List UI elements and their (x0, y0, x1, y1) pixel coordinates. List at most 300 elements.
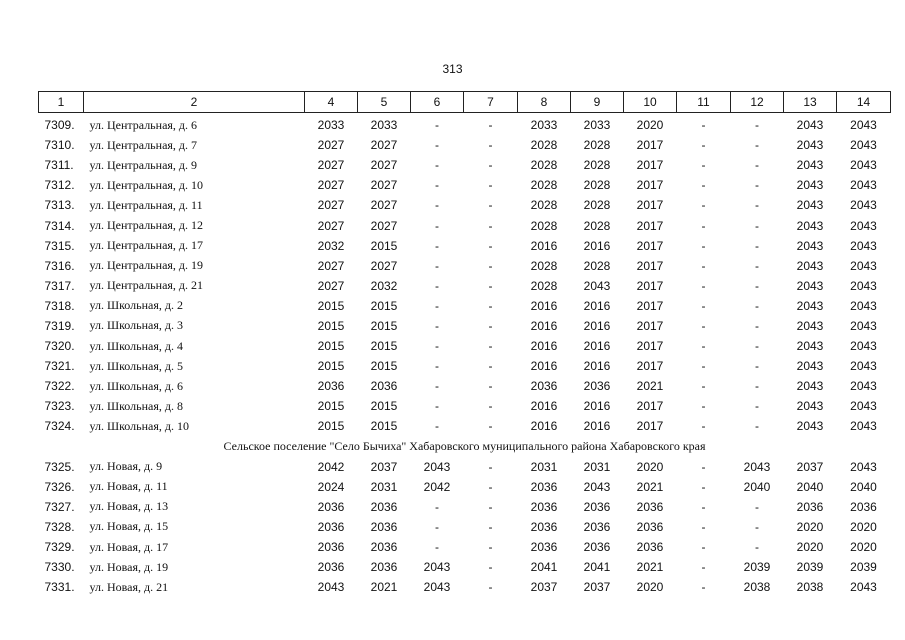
table-row (39, 416, 891, 436)
row-number: 7326. (44, 479, 75, 494)
value-cell: 2040 (743, 479, 771, 494)
value-cell: 2017 (636, 339, 664, 354)
value-cell: - (488, 318, 493, 333)
address-cell: ул. Новая, д. 11 (89, 479, 168, 494)
column-header: 12 (731, 92, 784, 113)
value-cell: 2027 (317, 218, 345, 233)
row-number: 7328. (44, 519, 75, 534)
value-cell: 2027 (317, 258, 345, 273)
value-cell: 2043 (850, 278, 877, 293)
value-cell: 2015 (370, 238, 398, 253)
value-cell: - (488, 178, 493, 193)
address-cell: ул. Центральная, д. 19 (89, 258, 204, 273)
value-cell: - (435, 258, 439, 273)
value-cell: - (755, 198, 759, 213)
value-cell: 2036 (317, 379, 345, 394)
value-cell: 2015 (370, 359, 398, 374)
value-cell: 2036 (636, 499, 664, 514)
value-cell: 2040 (796, 479, 824, 494)
value-cell: 2016 (530, 419, 558, 434)
table-row (39, 376, 891, 396)
value-cell: - (755, 419, 759, 434)
value-cell: - (435, 339, 439, 354)
address-cell: ул. Центральная, д. 10 (89, 177, 204, 192)
value-cell: 2032 (317, 238, 345, 253)
value-cell: - (701, 560, 706, 575)
value-cell: 2036 (317, 519, 345, 534)
value-cell: 2043 (850, 399, 877, 414)
value-cell: 2042 (423, 479, 451, 494)
value-cell: 2021 (636, 379, 664, 394)
value-cell: 2017 (636, 238, 664, 253)
row-number: 7313. (44, 198, 75, 213)
value-cell: - (701, 298, 706, 313)
row-number: 7314. (44, 218, 75, 233)
row-number: 7311. (44, 158, 74, 173)
value-cell: - (755, 519, 759, 534)
address-cell: ул. Новая, д. 9 (89, 459, 163, 474)
value-cell: 2017 (636, 278, 664, 293)
value-cell: 2016 (583, 298, 611, 313)
value-cell: 2021 (370, 580, 398, 595)
value-cell: 2020 (796, 540, 824, 555)
value-cell: - (488, 379, 493, 394)
value-cell: - (488, 419, 493, 434)
value-cell: 2028 (530, 178, 558, 193)
value-cell: 2043 (850, 158, 877, 173)
address-cell: ул. Школьная, д. 10 (89, 418, 189, 433)
row-number: 7312. (44, 178, 75, 193)
column-header: 8 (518, 92, 571, 113)
address-cell: ул. Центральная, д. 11 (89, 197, 203, 212)
column-header: 13 (784, 92, 837, 113)
table-row (39, 175, 891, 195)
row-number: 7315. (44, 238, 75, 253)
section-title: Сельское поселение "Село Бычиха" Хабаровского муниципального района Хабаровского края (223, 439, 706, 454)
data-table (38, 91, 891, 597)
column-header: 7 (464, 92, 518, 113)
value-cell: 2043 (796, 419, 824, 434)
value-cell: - (755, 178, 759, 193)
value-cell: 2027 (370, 198, 398, 213)
value-cell: - (755, 339, 759, 354)
value-cell: 2037 (370, 459, 398, 474)
value-cell: 2039 (743, 560, 771, 575)
value-cell: - (755, 158, 759, 173)
value-cell: 2027 (317, 198, 345, 213)
value-cell: 2016 (530, 298, 558, 313)
value-cell: - (488, 158, 493, 173)
value-cell: 2041 (583, 560, 611, 575)
value-cell: 2036 (370, 499, 398, 514)
value-cell: 2024 (317, 479, 345, 494)
value-cell: - (701, 178, 706, 193)
value-cell: - (435, 318, 439, 333)
value-cell: 2027 (317, 178, 345, 193)
value-cell: 2031 (583, 459, 611, 474)
row-number: 7317. (44, 278, 75, 293)
value-cell: - (435, 298, 439, 313)
value-cell: 2028 (583, 258, 611, 273)
value-cell: - (488, 339, 493, 354)
value-cell: - (701, 218, 706, 233)
value-cell: 2016 (530, 359, 558, 374)
value-cell: 2020 (850, 519, 877, 534)
value-cell: 2036 (636, 519, 664, 534)
address-cell: ул. Новая, д. 13 (89, 499, 169, 514)
table-row (39, 356, 891, 376)
value-cell: 2037 (530, 580, 558, 595)
value-cell: 2028 (530, 278, 558, 293)
value-cell: - (435, 118, 439, 133)
row-number: 7316. (44, 258, 75, 273)
row-number: 7323. (44, 399, 75, 414)
value-cell: - (488, 580, 493, 595)
table-row (39, 497, 891, 517)
value-cell: 2027 (370, 158, 398, 173)
value-cell: - (701, 198, 706, 213)
value-cell: - (435, 158, 439, 173)
value-cell: 2043 (743, 459, 771, 474)
address-cell: ул. Школьная, д. 6 (89, 378, 183, 393)
value-cell: 2033 (583, 118, 611, 133)
value-cell: 2043 (796, 318, 824, 333)
column-header: 5 (358, 92, 411, 113)
value-cell: 2017 (636, 138, 664, 153)
value-cell: 2043 (796, 359, 824, 374)
value-cell: 2028 (583, 178, 611, 193)
column-header: 2 (84, 92, 305, 113)
value-cell: - (701, 158, 706, 173)
value-cell: 2016 (583, 419, 611, 434)
value-cell: - (701, 519, 706, 534)
value-cell: 2036 (370, 379, 398, 394)
value-cell: 2043 (423, 580, 451, 595)
value-cell: - (701, 258, 706, 273)
value-cell: 2039 (850, 560, 877, 575)
value-cell: 2043 (796, 258, 824, 273)
value-cell: 2036 (850, 499, 877, 514)
value-cell: 2017 (636, 178, 664, 193)
value-cell: - (755, 138, 759, 153)
value-cell: 2043 (796, 278, 824, 293)
value-cell: 2028 (530, 258, 558, 273)
value-cell: 2028 (530, 158, 558, 173)
table-row (39, 477, 891, 497)
value-cell: 2043 (850, 459, 877, 474)
value-cell: 2015 (317, 399, 345, 414)
value-cell: 2027 (317, 278, 345, 293)
value-cell: - (488, 298, 493, 313)
value-cell: 2043 (850, 339, 877, 354)
value-cell: - (755, 540, 759, 555)
row-number: 7309. (44, 118, 75, 133)
table-row (39, 135, 891, 155)
value-cell: 2028 (530, 218, 558, 233)
value-cell: - (488, 479, 493, 494)
row-number: 7331. (44, 580, 75, 595)
value-cell: - (435, 278, 439, 293)
column-header: 11 (677, 92, 731, 113)
value-cell: - (755, 318, 759, 333)
value-cell: - (488, 238, 493, 253)
value-cell: - (755, 238, 759, 253)
value-cell: 2017 (636, 258, 664, 273)
value-cell: - (755, 499, 759, 514)
value-cell: 2016 (530, 318, 558, 333)
value-cell: - (488, 258, 493, 273)
row-number: 7318. (44, 298, 75, 313)
table-row (39, 113, 891, 136)
value-cell: 2027 (317, 138, 345, 153)
row-number: 7320. (44, 339, 75, 354)
value-cell: 2036 (636, 540, 664, 555)
value-cell: 2036 (370, 519, 398, 534)
value-cell: 2016 (530, 238, 558, 253)
value-cell: 2016 (530, 399, 558, 414)
table-row (39, 256, 891, 276)
value-cell: 2032 (370, 278, 398, 293)
value-cell: 2020 (850, 540, 877, 555)
value-cell: - (435, 238, 439, 253)
value-cell: 2043 (850, 298, 877, 313)
value-cell: 2043 (796, 158, 824, 173)
value-cell: - (701, 580, 706, 595)
value-cell: 2043 (850, 580, 877, 595)
value-cell: 2027 (317, 158, 345, 173)
value-cell: 2028 (583, 138, 611, 153)
value-cell: 2043 (850, 419, 877, 434)
value-cell: 2016 (530, 339, 558, 354)
value-cell: 2027 (370, 258, 398, 273)
value-cell: 2043 (796, 399, 824, 414)
value-cell: 2015 (317, 359, 345, 374)
value-cell: 2043 (850, 138, 877, 153)
value-cell: 2043 (850, 198, 877, 213)
address-cell: ул. Новая, д. 17 (89, 539, 169, 554)
value-cell: - (701, 238, 706, 253)
value-cell: 2036 (530, 499, 558, 514)
address-cell: ул. Центральная, д. 6 (89, 117, 198, 132)
row-number: 7322. (44, 379, 75, 394)
value-cell: - (488, 138, 493, 153)
value-cell: 2037 (796, 459, 824, 474)
value-cell: - (435, 178, 439, 193)
value-cell: - (701, 359, 706, 374)
value-cell: 2036 (530, 479, 558, 494)
value-cell: - (488, 359, 493, 374)
value-cell: 2017 (636, 399, 664, 414)
value-cell: 2015 (317, 298, 345, 313)
value-cell: - (701, 138, 706, 153)
value-cell: - (435, 540, 439, 555)
address-cell: ул. Новая, д. 19 (89, 559, 169, 574)
table-row (39, 457, 891, 477)
value-cell: - (488, 218, 493, 233)
value-cell: 2043 (796, 238, 824, 253)
value-cell: - (435, 379, 439, 394)
table-row (39, 215, 891, 235)
value-cell: - (435, 198, 439, 213)
value-cell: - (755, 218, 759, 233)
table-row (39, 195, 891, 215)
value-cell: 2038 (796, 580, 824, 595)
value-cell: 2017 (636, 158, 664, 173)
value-cell: 2043 (796, 138, 824, 153)
value-cell: 2015 (370, 339, 398, 354)
value-cell: - (488, 399, 493, 414)
value-cell: - (755, 118, 759, 133)
row-number: 7327. (44, 499, 75, 514)
value-cell: - (701, 540, 706, 555)
value-cell: 2020 (636, 118, 664, 133)
value-cell: 2038 (743, 580, 771, 595)
value-cell: - (701, 318, 706, 333)
value-cell: 2043 (850, 318, 877, 333)
value-cell: - (755, 399, 759, 414)
address-cell: ул. Школьная, д. 3 (89, 318, 183, 333)
value-cell: 2043 (796, 118, 824, 133)
column-header: 9 (571, 92, 624, 113)
table-body (39, 113, 891, 598)
value-cell: - (755, 258, 759, 273)
value-cell: 2015 (317, 339, 345, 354)
value-cell: 2021 (636, 479, 664, 494)
value-cell: 2028 (583, 218, 611, 233)
value-cell: 2043 (850, 218, 877, 233)
value-cell: 2017 (636, 298, 664, 313)
address-cell: ул. Школьная, д. 8 (89, 398, 183, 413)
value-cell: - (701, 459, 706, 474)
value-cell: 2036 (583, 540, 611, 555)
row-number: 7310. (44, 138, 75, 153)
value-cell: - (755, 379, 759, 394)
value-cell: - (435, 218, 439, 233)
value-cell: - (435, 138, 439, 153)
column-header: 4 (305, 92, 358, 113)
value-cell: - (435, 519, 439, 534)
header-row (39, 92, 891, 113)
value-cell: 2036 (583, 379, 611, 394)
address-cell: ул. Центральная, д. 9 (89, 157, 198, 172)
value-cell: - (488, 499, 493, 514)
table-row (39, 276, 891, 296)
value-cell: 2027 (370, 178, 398, 193)
address-cell: ул. Центральная, д. 7 (89, 137, 198, 152)
address-cell: ул. Новая, д. 21 (89, 579, 169, 594)
value-cell: - (701, 419, 706, 434)
address-cell: ул. Центральная, д. 17 (89, 238, 204, 253)
value-cell: 2015 (370, 399, 398, 414)
value-cell: - (488, 540, 493, 555)
address-cell: ул. Школьная, д. 2 (89, 298, 183, 313)
value-cell: 2043 (423, 459, 451, 474)
value-cell: 2017 (636, 218, 664, 233)
value-cell: 2036 (317, 560, 345, 575)
value-cell: 2041 (530, 560, 558, 575)
row-number: 7329. (44, 540, 75, 555)
value-cell: 2027 (370, 218, 398, 233)
row-number: 7324. (44, 419, 75, 434)
value-cell: 2036 (530, 379, 558, 394)
value-cell: - (701, 339, 706, 354)
value-cell: 2036 (317, 499, 345, 514)
address-cell: ул. Школьная, д. 5 (89, 358, 183, 373)
value-cell: - (435, 499, 439, 514)
address-cell: ул. Центральная, д. 21 (89, 278, 204, 293)
value-cell: 2036 (530, 540, 558, 555)
value-cell: 2043 (850, 118, 877, 133)
value-cell: 2039 (796, 560, 824, 575)
value-cell: 2036 (583, 499, 611, 514)
value-cell: 2016 (583, 238, 611, 253)
value-cell: 2043 (796, 339, 824, 354)
address-cell: ул. Школьная, д. 4 (89, 338, 183, 353)
value-cell: 2016 (583, 318, 611, 333)
column-header: 6 (411, 92, 464, 113)
value-cell: 2033 (370, 118, 398, 133)
value-cell: 2020 (636, 459, 664, 474)
value-cell: 2043 (317, 580, 345, 595)
table-row (39, 577, 891, 597)
value-cell: 2040 (850, 479, 877, 494)
value-cell: 2043 (583, 479, 611, 494)
value-cell: 2043 (796, 298, 824, 313)
table-row (39, 557, 891, 577)
value-cell: 2043 (796, 198, 824, 213)
value-cell: 2043 (796, 379, 824, 394)
value-cell: - (701, 278, 706, 293)
table-row (39, 296, 891, 316)
value-cell: 2037 (583, 580, 611, 595)
value-cell: 2043 (850, 258, 877, 273)
value-cell: 2036 (796, 499, 824, 514)
value-cell: 2036 (370, 540, 398, 555)
row-number: 7319. (44, 318, 75, 333)
value-cell: - (488, 459, 493, 474)
row-number: 7330. (44, 560, 75, 575)
value-cell: 2015 (317, 419, 345, 434)
value-cell: - (435, 399, 439, 414)
value-cell: 2031 (530, 459, 558, 474)
table-header (39, 92, 891, 113)
column-header: 10 (624, 92, 677, 113)
value-cell: 2021 (636, 560, 664, 575)
section-row (39, 437, 891, 457)
value-cell: 2020 (796, 519, 824, 534)
value-cell: 2033 (530, 118, 558, 133)
value-cell: 2031 (370, 479, 398, 494)
table-row (39, 336, 891, 356)
value-cell: 2028 (583, 198, 611, 213)
value-cell: 2015 (370, 419, 398, 434)
table-row (39, 155, 891, 175)
value-cell: 2043 (850, 359, 877, 374)
value-cell: 2036 (317, 540, 345, 555)
table-row (39, 236, 891, 256)
value-cell: 2017 (636, 359, 664, 374)
value-cell: - (488, 198, 493, 213)
row-number: 7321. (44, 359, 75, 374)
value-cell: - (755, 359, 759, 374)
value-cell: - (488, 118, 493, 133)
table-row (39, 316, 891, 336)
table-row (39, 517, 891, 537)
value-cell: 2036 (583, 519, 611, 534)
value-cell: - (701, 399, 706, 414)
value-cell: 2027 (370, 138, 398, 153)
value-cell: 2036 (370, 560, 398, 575)
